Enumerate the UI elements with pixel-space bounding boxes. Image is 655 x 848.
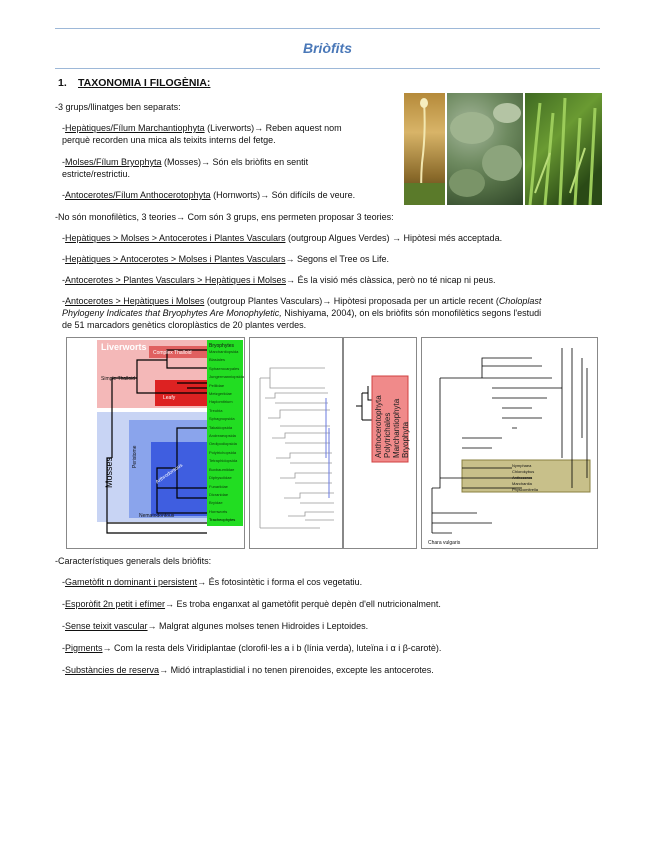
list-item: -Sense teixit vascular→ Malgrat algunes molses tenen Hidroides i Leptoides. bbox=[62, 621, 369, 631]
theory-name: Antocerotes > Hepàtiques i Molses bbox=[65, 296, 205, 306]
section-heading bbox=[58, 77, 210, 89]
list-item: -Pigments→ Com la resta dels Viridiplantae (clorofil·les a i b (línia verda), luteïna i α i β-carotè). bbox=[62, 643, 442, 653]
grey-tree-graphic bbox=[250, 338, 342, 548]
feature-name: Esporòfit 2n petit i efímer bbox=[65, 599, 166, 609]
clade-label: Nematodontous bbox=[139, 513, 175, 519]
taxon-list: Marchantiopsida Blasiales Sphaerocarpales Jungermanniopsida Pelliidae Metzgeriidae Haplomitrium Treubia Sphagnopsida Takakiopsida Andreaeopsida Oedipodiopsida Polytrichopsida Tetraphidopsida Buxbaumiidae Diphysciidae Funariidae Dicranidae Bryidae Hornworts Tracheophytes bbox=[209, 349, 244, 523]
sporophyte-icon bbox=[404, 93, 445, 205]
theories-intro: -No són monofilètics, 3 teories→ Com són 3 grups, ens permeten proposar 3 teories: bbox=[55, 212, 394, 222]
theory-name: Antocerotes > Plantes Vasculars > Hepàtiques i Molses bbox=[65, 275, 286, 285]
list-item-cont: de 51 marcadors genètics cloroplàstics de 20 plantes verdes. bbox=[62, 320, 307, 330]
phylogeny-labels: Nymphaea Chlorokybus Anthoceros Marchantia Physcomitrella bbox=[512, 463, 539, 492]
list-item: -Hepàtiques/Fílum Marchantiophyta (Liverworts)→ Reben aquest nom bbox=[62, 123, 342, 133]
section-number: 1. bbox=[58, 77, 67, 89]
clade-label: Mosses bbox=[104, 456, 114, 488]
hornwort-photo bbox=[404, 93, 445, 205]
thallus-icon bbox=[447, 93, 523, 205]
phylogeny-figure bbox=[421, 337, 598, 549]
group-name: Molses/Fílum Bryophyta bbox=[65, 157, 162, 167]
theory-name: Hepàtiques > Antocerotes > Molses i Plantes Vasculars bbox=[65, 254, 286, 264]
group-name: Hepàtiques/Fílum Marchantiophyta bbox=[65, 123, 205, 133]
groups-intro: -3 grups/llinatges ben separats: bbox=[55, 102, 181, 112]
characteristics-intro: -Característiques generals dels briòfits: bbox=[55, 556, 212, 566]
list-item: -Hepàtiques > Antocerotes > Molses i Plantes Vasculars→ Segons el Tree os Life. bbox=[62, 254, 390, 264]
phylogeny-graphic bbox=[422, 338, 597, 548]
list-item-cont: estricte/restrictiu. bbox=[62, 169, 131, 179]
list-item: -Gametòfit n dominant i persistent→ És fotosintètic i forma el cos vegetatiu. bbox=[62, 577, 363, 587]
list-item-cont: perquè recorden una mica als teixits interns del fetge. bbox=[62, 135, 276, 145]
feature-name: Pigments bbox=[65, 643, 103, 653]
clade-label: Simple Thalloid bbox=[101, 376, 136, 382]
clade-label: Complex Thalloid bbox=[153, 350, 192, 356]
moss-photo bbox=[525, 93, 602, 205]
cladogram-figure bbox=[66, 337, 245, 549]
list-item-cont: Phylogeny Indicates that Bryophytes Are Monophyletic, Nishiyama, 2004), on els briòfits són monofilètics segons l'estudi bbox=[62, 308, 542, 318]
section-title: TAXONOMIA I FILOGÈNIA: bbox=[78, 77, 211, 89]
liverwort-photo bbox=[447, 93, 523, 205]
list-item: -Antocerotes > Plantes Vasculars > Hepàtiques i Molses→ És la visió més clàssica, però no té nicap ni peus. bbox=[62, 275, 496, 285]
clade-label: Liverworts bbox=[101, 342, 147, 352]
group-name: Antocerotes/Fílum Anthocerotophyta bbox=[65, 190, 211, 200]
grey-cladogram-figure bbox=[249, 337, 343, 549]
clade-label: Leafy bbox=[163, 395, 176, 401]
list-item: -Molses/Fílum Bryophyta (Mosses)→ Són els briòfits en sentit bbox=[62, 157, 309, 167]
page-title: Briòfits bbox=[303, 40, 352, 56]
moss-icon bbox=[525, 93, 602, 205]
phylogeny-caption: Chara vulgaris bbox=[428, 540, 461, 546]
clade-label: Arthrodontous bbox=[154, 462, 184, 486]
red-box-labels: Anthocerotophyta Polytrichales Marchantiophyta Bryophyta bbox=[374, 395, 410, 458]
theory-name: Hepàtiques > Molses > Antocerotes i Plantes Vasculars bbox=[65, 233, 286, 243]
feature-name: Gametòfit n dominant i persistent bbox=[65, 577, 198, 587]
title-rule bbox=[55, 68, 600, 69]
list-item: -Antocerotes/Fílum Anthocerotophyta (Hornworts)→ Són difícils de veure. bbox=[62, 190, 356, 200]
list-item: -Antocerotes > Hepàtiques i Molses (outgroup Plantes Vasculars)→ Hipòtesi proposada per un article recent (Choloplast bbox=[62, 296, 542, 306]
red-box-figure bbox=[343, 337, 417, 549]
list-item: -Substàncies de reserva→ Midó intraplastidial i no tenen pirenoides, excepte les antocerotes. bbox=[62, 665, 434, 675]
green-header: Bryophytes bbox=[209, 343, 235, 349]
feature-name: Substàncies de reserva bbox=[65, 665, 160, 675]
list-item: -Esporòfit 2n petit i efímer→ Es troba enganxat al gametòfit perquè depèn d'ell nutricionalment. bbox=[62, 599, 441, 609]
header-rule bbox=[55, 28, 600, 29]
list-item: -Hepàtiques > Molses > Antocerotes i Plantes Vasculars (outgroup Algues Verdes) → Hipòtesi més acceptada. bbox=[62, 233, 503, 243]
clade-label: Peristome bbox=[132, 445, 138, 468]
feature-name: Sense teixit vascular bbox=[65, 621, 148, 631]
